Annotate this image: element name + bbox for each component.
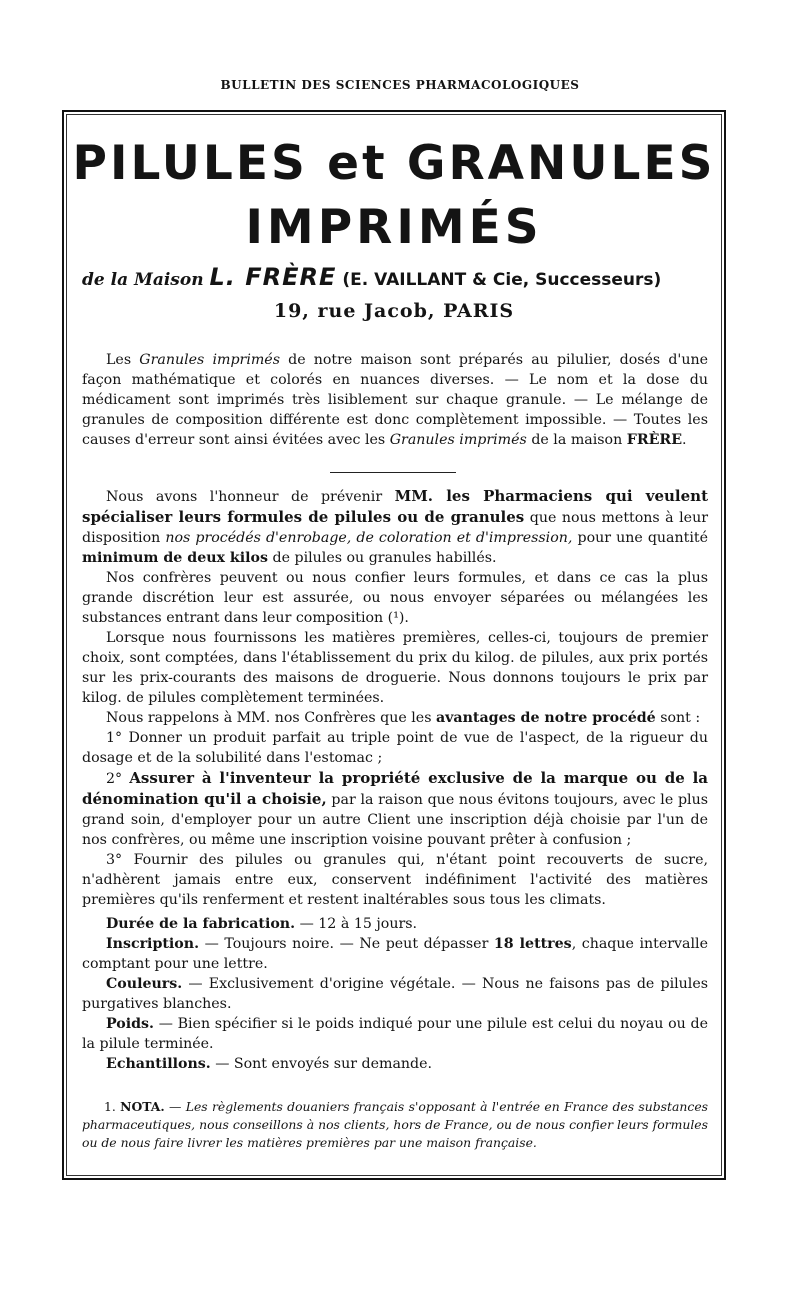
ad-title-line2: IMPRIMÉS	[245, 200, 543, 255]
echantillons-text: — Sont envoyés sur demande.	[210, 1056, 433, 1072]
intro-bold-1: FRÈRE	[626, 432, 683, 448]
item2-text: par la raison que nous évitons toujours, avec le plus grand soin, d'employer pour un autre Client une inscription déjà choisie par l'un de nos confrères, ou même une inscription voisine pouvant prêter à confusion ;	[82, 792, 708, 848]
footnote-number: 1.	[104, 1099, 121, 1114]
paragraph-confreres: Nos confrères peuvent ou nous confier leurs formules, et dans ce cas la plus grande discrétion leur est assurée, ou nous envoyer séparées ou mélangées les substances entrant dans leur composition (¹).	[82, 570, 708, 626]
footnote-text: — Les règlements douaniers français s'opposant à l'entrée en France des substances pharmaceutiques, nous conseillons à nos clients, hors de France, ou de nous confier leurs formules ou de nous faire livrer les matières premières par une maison française.	[82, 1099, 709, 1150]
footnote	[82, 1098, 708, 1152]
item2-number: 2°	[106, 771, 130, 787]
intro-italic-2: Granules imprimés	[389, 432, 527, 448]
p1-bold-1: MM. les Pharmaciens qui veulent spécialiser leurs formules de pilules ou de granules	[82, 487, 708, 526]
list-item-1: 1° Donner un produit parfait au triple point de vue de l'aspect, de la rigueur du dosage et de la solubilité dans l'estomac ;	[82, 730, 708, 766]
echantillons-label: Echantillons.	[106, 1056, 211, 1072]
p1-text-4: de pilules ou granules habillés.	[268, 550, 497, 566]
paragraph-matieres: Lorsque nous fournissons les matières premières, celles-ci, toujours de premier choix, sont comptées, dans l'établissement du prix du kilog. de pilules, aux prix portés sur les prix-courants des maisons de droguerie. Nous donnons toujours le prix par kilog. de pilules complètement terminées.	[82, 630, 708, 706]
inscription-bold: 18 lettres	[493, 936, 572, 952]
inscription-text-2: , chaque intervalle comptant pour une lettre.	[82, 936, 708, 972]
maison-prefix: de la Maison	[82, 270, 204, 290]
inscription-text-1: — Toujours noire. — Ne peut dépasser	[199, 936, 494, 952]
couleurs-text: — Exclusivement d'origine végétale. — Nous ne faisons pas de pilules purgatives blanches.	[82, 976, 708, 1012]
maison-line	[82, 264, 708, 293]
intro-text-1: Les	[106, 352, 140, 368]
intro-italic-1: Granules imprimés	[139, 352, 280, 368]
poids-label: Poids.	[106, 1016, 154, 1032]
couleurs-label: Couleurs.	[106, 976, 183, 992]
p4-text-2: sont :	[655, 710, 701, 726]
paragraph-avantages	[82, 708, 708, 728]
address: 19, rue Jacob, PARIS	[273, 300, 515, 322]
maison-successors: (E. VAILLANT & Cie, Successeurs)	[342, 270, 662, 290]
intro-text-3: de la maison	[526, 432, 627, 448]
intro-text-4: .	[682, 432, 687, 448]
p1-text-1: Nous avons l'honneur de prévenir	[106, 489, 395, 505]
main-body	[82, 486, 708, 1074]
inscription-label: Inscription.	[106, 936, 200, 952]
p1-text-3: pour une quantité	[572, 530, 708, 546]
poids-line	[82, 1014, 708, 1054]
maison-name: L. FRÈRE	[209, 263, 337, 291]
duree-label: Durée de la fabrication.	[106, 916, 296, 932]
list-item-3: 3° Fournir des pilules ou granules qui, n'étant point recouverts de sucre, n'adhèrent jamais entre eux, conservent indéfiniment l'activité des matières premières qu'ils renferment et restent inaltérables sous tous les climats.	[82, 852, 708, 908]
footnote-label: NOTA.	[120, 1099, 165, 1114]
p4-text-1: Nous rappelons à MM. nos Confrères que les	[106, 710, 436, 726]
duree-line	[82, 914, 708, 934]
list-item-2	[82, 768, 708, 850]
p1-italic-1: nos procédés d'enrobage, de coloration et d'impression,	[165, 530, 573, 546]
p1-text-2: que nous mettons à leur disposition	[82, 510, 708, 546]
couleurs-line	[82, 974, 708, 1014]
poids-text: — Bien spécifier si le poids indiqué pour une pilule est celui du noyau ou de la pilule terminée.	[82, 1016, 708, 1052]
duree-text: — 12 à 15 jours.	[295, 916, 418, 932]
paragraph-offer	[82, 486, 708, 568]
intro-text-2: de notre maison sont préparés au pilulier, dosés d'une façon mathématique et colorés en nuances diverses. — Le nom et la dose du médicament sont imprimés très lisiblement sur chaque granule. — Le mélange de granules de composition différente est donc complètement impossible. — Toutes les causes d'erreur sont ainsi évitées avec les	[82, 352, 708, 448]
running-head: BULLETIN DES SCIENCES PHARMACOLOGIQUES	[220, 78, 580, 92]
intro-paragraph	[82, 350, 708, 450]
ad-title-line1: PILULES et GRANULES	[72, 136, 716, 191]
inscription-line	[82, 934, 708, 974]
item2-bold: Assurer à l'inventeur la propriété exclusive de la marque ou de la dénomination qu'il a choisie,	[82, 769, 708, 808]
p4-bold-1: avantages de notre procédé	[435, 710, 656, 726]
echantillons-line	[82, 1054, 708, 1074]
separator-rule	[330, 472, 456, 473]
p1-bold-2: minimum de deux kilos	[82, 550, 268, 566]
